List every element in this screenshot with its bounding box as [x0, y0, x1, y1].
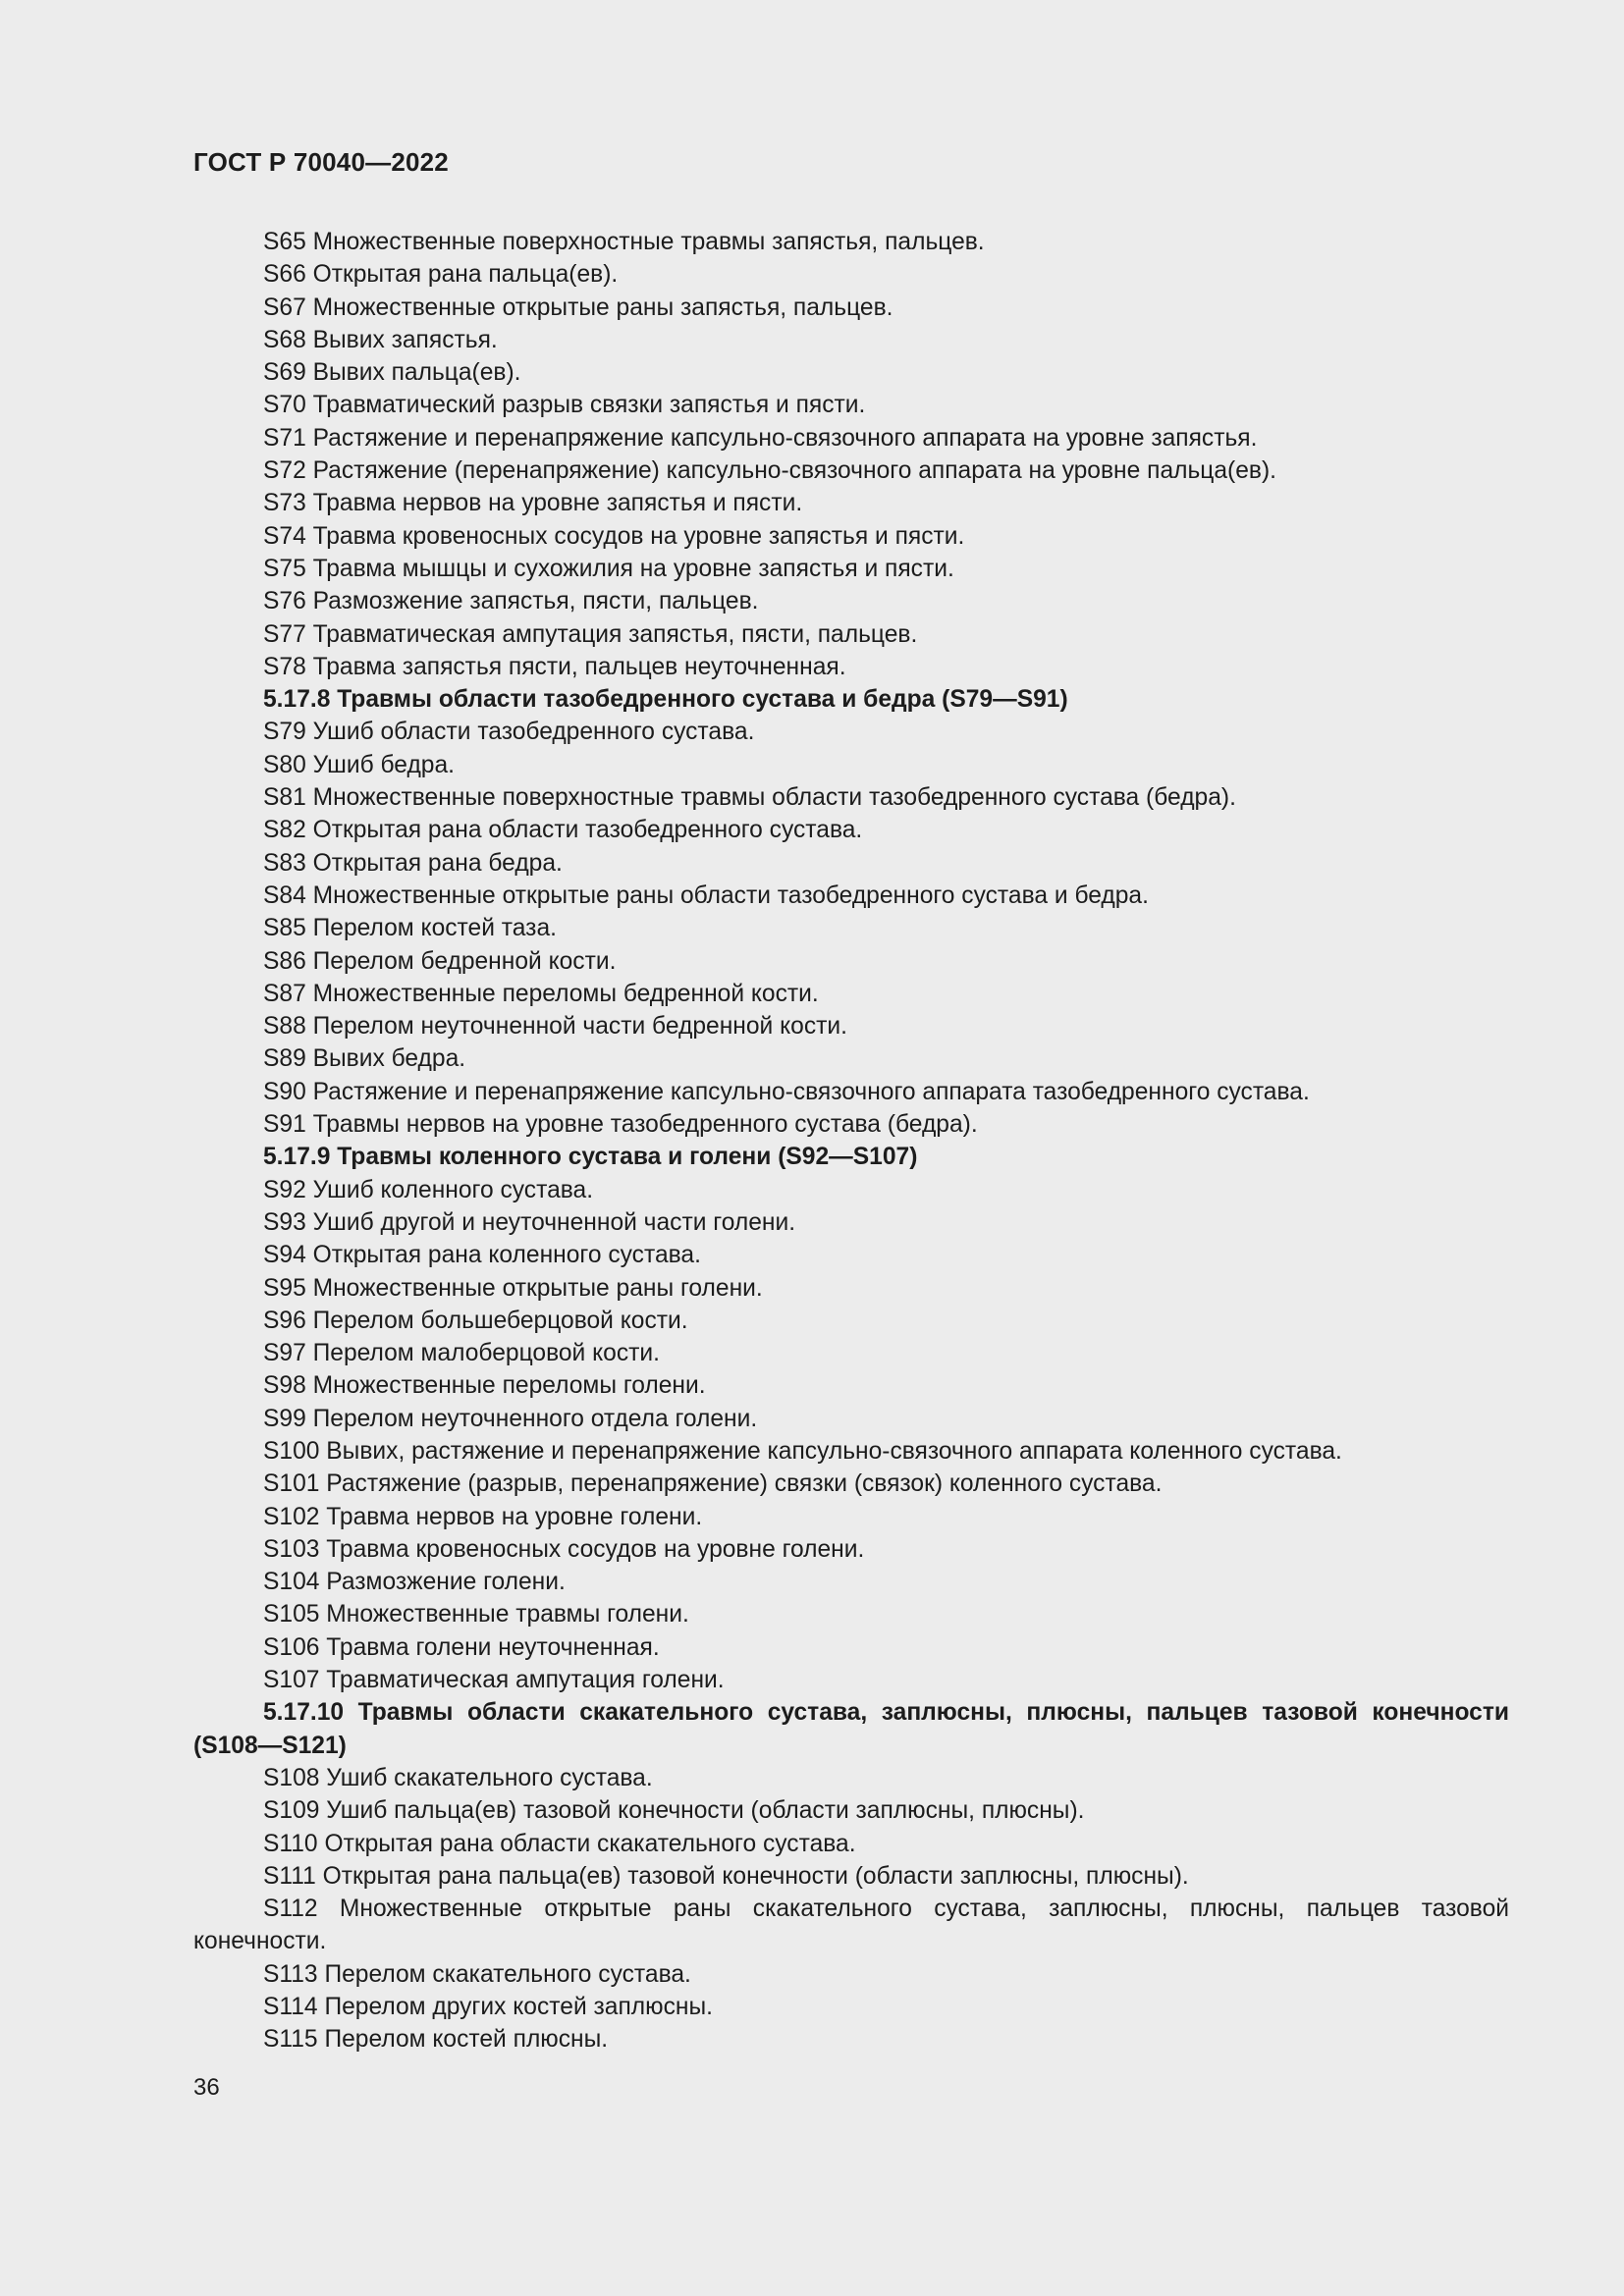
document-header: ГОСТ Р 70040—2022 [193, 147, 449, 177]
list-item: S67 Множественные открытые раны запястья, пальцев. [263, 294, 893, 321]
list-item: S100 Вывих, растяжение и перенапряжение капсульно-связочного аппарата коленного сустава. [263, 1437, 1342, 1465]
list-item: S94 Открытая рана коленного сустава. [263, 1242, 701, 1269]
list-item: S68 Вывих запястья. [263, 326, 498, 353]
list-item: S71 Растяжение и перенапряжение капсульно-связочного аппарата на уровне запястья. [263, 424, 1258, 452]
list-item: S86 Перелом бедренной кости. [263, 947, 617, 975]
list-item: S99 Перелом неуточненного отдела голени. [263, 1405, 758, 1432]
list-item: S92 Ушиб коленного сустава. [263, 1176, 594, 1203]
list-item: S80 Ушиб бедра. [263, 751, 455, 778]
list-item: S91 Травмы нервов на уровне тазобедренного сустава (бедра). [263, 1111, 978, 1139]
list-item: S98 Множественные переломы голени. [263, 1372, 706, 1400]
list-item: S115 Перелом костей плюсны. [263, 2026, 609, 2054]
section-heading: 5.17.9 Травмы коленного сустава и голени (S92—S107) [263, 1144, 918, 1171]
list-item: S82 Открытая рана области тазобедренного сустава. [263, 817, 863, 844]
list-item: S84 Множественные открытые раны области тазобедренного сустава и бедра. [263, 881, 1149, 909]
document-body [193, 226, 1509, 2056]
list-item: S101 Растяжение (разрыв, перенапряжение) связки (связок) коленного сустава. [263, 1470, 1163, 1498]
list-item: S73 Травма нервов на уровне запястья и пясти. [263, 490, 803, 517]
list-item: S69 Вывих пальца(ев). [263, 359, 521, 387]
page-number: 36 [193, 2074, 220, 2101]
list-item: S88 Перелом неуточненной части бедренной кости. [263, 1013, 847, 1041]
list-item: S90 Растяжение и перенапряжение капсульно-связочного аппарата тазобедренного сустава. [263, 1078, 1310, 1105]
list-item: S93 Ушиб другой и неуточненной части голени. [263, 1208, 796, 1236]
list-item: S107 Травматическая ампутация голени. [263, 1667, 725, 1694]
list-item: S112 Множественные открытые раны скакательного сустава, заплюсны, плюсны, пальцев тазовой конечности. [193, 1896, 1509, 1955]
list-item: S114 Перелом других костей заплюсны. [263, 1994, 713, 2021]
list-item: S78 Травма запястья пясти, пальцев неуточненная. [263, 653, 846, 680]
section-heading: 5.17.10 Травмы области скакательного сустава, заплюсны, плюсны, пальцев тазовой конечности (S108—S121) [193, 1699, 1509, 1759]
list-item: S76 Размозжение запястья, пясти, пальцев. [263, 588, 759, 615]
list-item: S70 Травматический разрыв связки запястья и пясти. [263, 392, 866, 419]
list-item: S87 Множественные переломы бедренной кости. [263, 980, 819, 1007]
list-item: S81 Множественные поверхностные травмы области тазобедренного сустава (бедра). [263, 784, 1236, 812]
list-item: S83 Открытая рана бедра. [263, 849, 563, 877]
list-item: S74 Травма кровеносных сосудов на уровне запястья и пясти. [263, 522, 965, 550]
list-item: S89 Вывих бедра. [263, 1045, 466, 1073]
list-item: S104 Размозжение голени. [263, 1569, 566, 1596]
list-item: S97 Перелом малоберцовой кости. [263, 1340, 660, 1367]
list-item: S109 Ушиб пальца(ев) тазовой конечности (области заплюсны, плюсны). [263, 1797, 1085, 1825]
list-item: S113 Перелом скакательного сустава. [263, 1960, 691, 1988]
list-item: S79 Ушиб области тазобедренного сустава. [263, 719, 755, 746]
list-item: S95 Множественные открытые раны голени. [263, 1274, 763, 1302]
list-item: S65 Множественные поверхностные травмы запястья, пальцев. [263, 229, 985, 255]
list-item: S72 Растяжение (перенапряжение) капсульно-связочного аппарата на уровне пальца(ев). [263, 457, 1277, 485]
list-item: S96 Перелом большеберцовой кости. [263, 1307, 688, 1334]
list-item: S75 Травма мышцы и сухожилия на уровне запястья и пясти. [263, 555, 954, 582]
list-item: S108 Ушиб скакательного сустава. [263, 1764, 653, 1791]
list-item: S110 Открытая рана области скакательного сустава. [263, 1830, 856, 1857]
list-item: S103 Травма кровеносных сосудов на уровне голени. [263, 1535, 865, 1563]
section-heading: 5.17.8 Травмы области тазобедренного сустава и бедра (S79—S91) [263, 686, 1068, 714]
list-item: S105 Множественные травмы голени. [263, 1601, 689, 1629]
list-item: S102 Травма нервов на уровне голени. [263, 1503, 703, 1530]
list-item: S85 Перелом костей таза. [263, 915, 557, 942]
list-item: S106 Травма голени неуточненная. [263, 1633, 660, 1661]
list-item: S77 Травматическая ампутация запястья, пясти, пальцев. [263, 620, 918, 648]
list-item: S66 Открытая рана пальца(ев). [263, 261, 619, 289]
list-item: S111 Открытая рана пальца(ев) тазовой конечности (области заплюсны, плюсны). [263, 1862, 1189, 1890]
